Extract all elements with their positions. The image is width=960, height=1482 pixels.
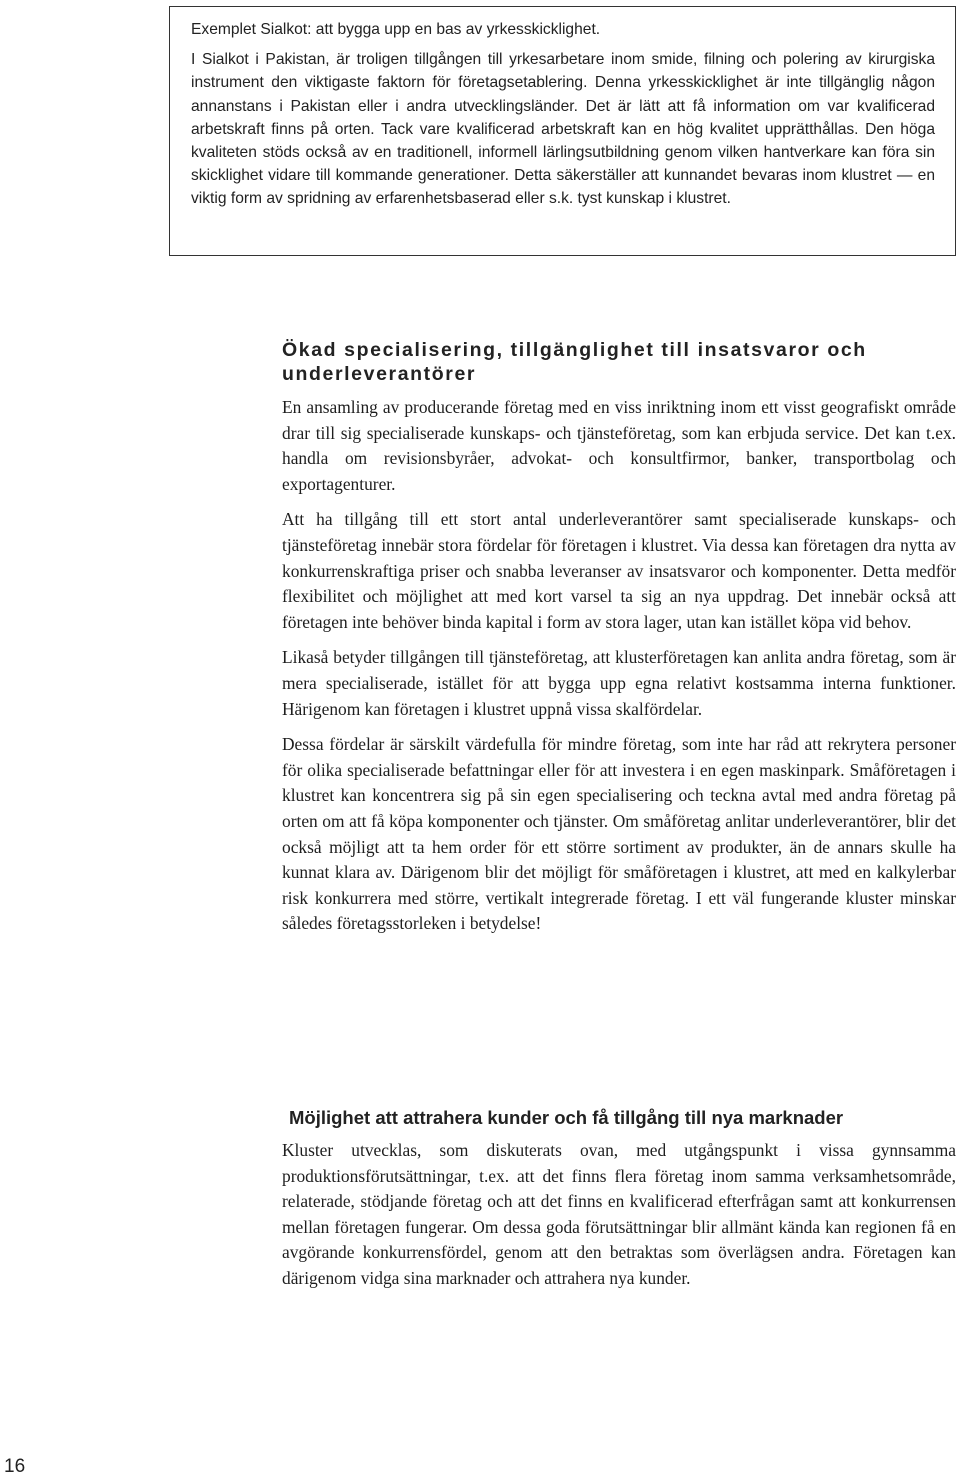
section-specialisering xyxy=(282,338,956,937)
body-paragraph: Att ha tillgång till ett stort antal underleverantörer samt specialiserade kunskaps- och tjänsteföretag innebär stora fördelar för företagen i klustret. Via dessa kan företagen dra nytta av konkurrenskraftiga priser och snabba leveranser av insatsvaror och komponenter. Detta medför flexibilitet och möjlighet att med kort varsel ta sig an nya uppdrag. Det innebär också att företagen inte behöver binda kapital i form av stora lager, utan kan istället köpa vid behov. xyxy=(282,509,956,632)
body-paragraph: En ansamling av producerande företag med en viss inriktning inom ett visst geografiskt område drar till sig specialiserade kunskaps- och tjänsteföretag, som kan erbjuda service. Det kan t.ex. handla om revisionsbyråer, advokat- och konsultfirmor, banker, transportbolag och exportagenturer. xyxy=(282,397,956,494)
section-marknader xyxy=(282,1106,956,1292)
example-box-title: Exemplet Sialkot: att bygga upp en bas av yrkesskicklighet. xyxy=(191,21,601,38)
body-paragraph: Likaså betyder tillgången till tjänsteföretag, att klusterföretagen kan anlita andra företag, som är mera specialiserade, istället för att bygga upp egna relativt kostsamma interna funktioner. Härigenom kan företagen i klustret uppnå vissa skalfördelar. xyxy=(282,647,956,719)
example-box xyxy=(169,6,956,256)
body-paragraph: Dessa fördelar är särskilt värdefulla för mindre företag, som inte har råd att rekrytera personer för olika specialiserade befattningar eller för att investera i en egen maskinpark. Småföretagen i klustret kan koncentrera sig på sin egen specialisering och teckna avtal med andra företag på orten om att få köpa komponenter och tjänster. Om småföretag anlitar underleverantörer, blir det också möjligt att ta hem order för ett större sortiment av produkter, än de annars skulle ha kunnat klara av. Därigenom blir det möjligt för småföretagen i klustret, att med en kalkylerbar risk konkurrera med större, vertikalt integrerade företag. I ett väl fungerande kluster minskar således företagsstorleken i betydelse! xyxy=(282,734,956,934)
page-number: 16 xyxy=(4,1456,26,1477)
section-heading: Möjlighet att attrahera kunder och få tillgång till nya marknader xyxy=(289,1107,844,1128)
example-box-body: I Sialkot i Pakistan, är troligen tillgången till yrkesarbetare inom smide, filning och polering av kirurgiska instrument den viktigaste faktorn för företagsetablering. Denna yrkesskicklighet är inte tillgänglig någon annanstans i Pakistan eller i andra utvecklingsländer. Det är lätt att få information om var kvalificerad arbetskraft finns på orten. Tack vare kvalificerad arbetskraft kan en hög kvalitet upprätthållas. Den höga kvaliteten stöds också av en traditionell, informell lärlingsutbildning genom vilken hantverkare kan föra sin skicklighet vidare till kommande generationer. Detta säkerställer att kunnandet bevaras inom klustret — en viktig form av spridning av erfarenhetsbaserad eller s.k. tyst kunskap i klustret. xyxy=(191,51,935,208)
body-paragraph: Kluster utvecklas, som diskuterats ovan, med utgångspunkt i vissa gynnsamma produktionsförutsättningar, t.ex. att det finns flera företag inom samma verksamhetsområde, relaterade, stödjande företag och att det finns en kvalificerad efterfrågan samt att konkurrensen mellan företagen fungerar. Om dessa goda förutsättningar blir allmänt kända kan regionen få en avgörande konkurrensfördel, genom att den betraktas som överlägsen andra. Företagen kan därigenom vidga sina marknader och attrahera nya kunder. xyxy=(282,1140,956,1288)
section-heading: Ökad specialisering, tillgänglighet till insatsvaror och underleverantörer xyxy=(282,339,867,385)
